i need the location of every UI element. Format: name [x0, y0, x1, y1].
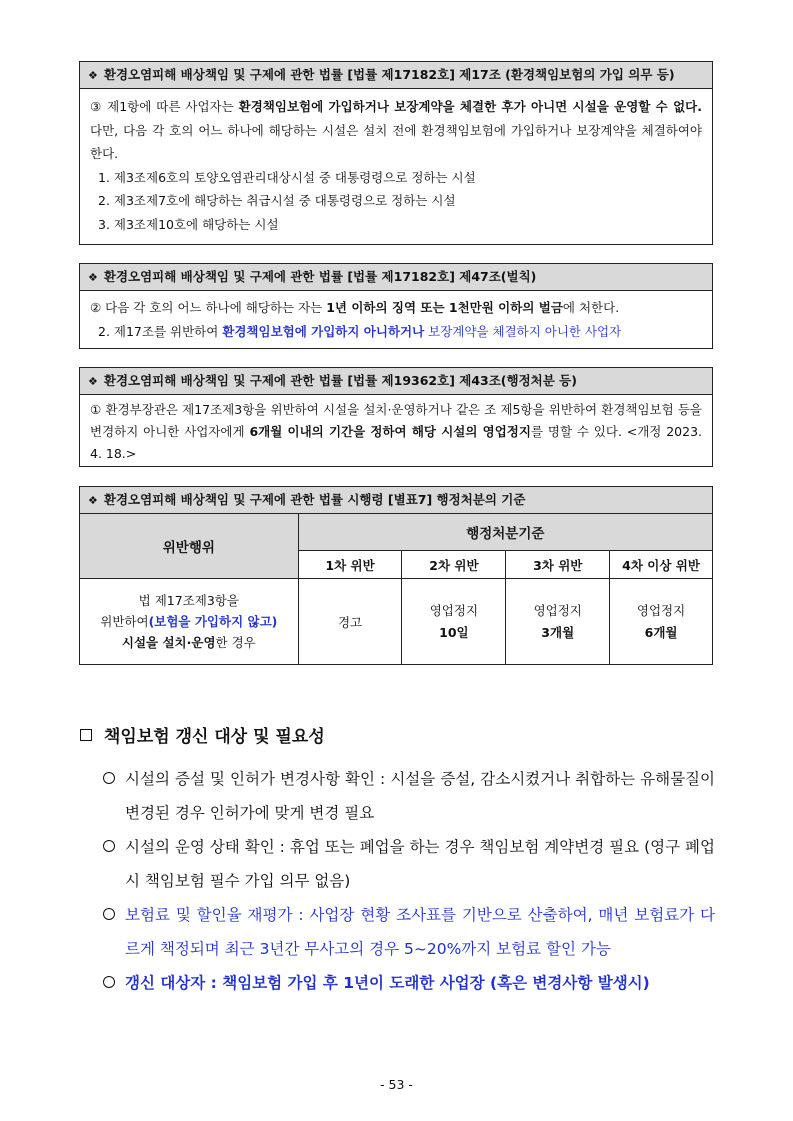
circle-bullet-icon: [103, 840, 115, 852]
law-paragraph: ① 환경부장관은 제17조제3항을 위반하여 시설을 설치·운영하거나 같은 조 제5항을 위반하여 환경책임보험 등을 변경하지 아니한 사업자에게 6개월 이내의 기간을 정하여 해당 시설의 영업정지를 명할 수 있다. <개정 2023. 4. 18.>: [90, 402, 703, 461]
law-item: 2. 제3조제7호에 해당하는 취급시설 중 대통령령으로 정하는 시설: [98, 193, 456, 208]
penalty-cell-4: 영업정지 6개월: [610, 579, 713, 665]
bullet-item: 갱신 대상자 : 책임보험 가입 후 1년이 도래한 사업장 (혹은 변경사항 발생시): [103, 966, 715, 1000]
law-box-article-43: [79, 367, 713, 467]
circle-bullet-icon: [103, 908, 115, 920]
sub-col-header: 3차 위반: [506, 551, 610, 579]
page-number: - 53 -: [380, 1077, 413, 1092]
bullet-item: 시설의 증설 및 인허가 변경사항 확인 : 시설을 증설, 감소시켰거나 취합하는 유해물질이 변경된 경우 인허가에 맞게 변경 필요: [103, 762, 715, 830]
law-box-header: ❖ 환경오염피해 배상책임 및 구제에 관한 법률 [법률 제17182호] 제47조(벌칙): [80, 264, 712, 291]
law-box-article-47: [79, 263, 713, 349]
penalty-cell-3: 영업정지 3개월: [506, 579, 610, 665]
law-item: 3. 제3조제10호에 해당하는 시설: [98, 216, 279, 232]
diamond-bullet-icon: ❖: [88, 271, 98, 284]
law-item: 2. 제17조를 위반하여 환경책임보험에 가입하지 아니하거나 보장계약을 체결하지 아니한 사업자: [98, 323, 622, 339]
law-box-header: ❖ 환경오염피해 배상책임 및 구제에 관한 법률 [법률 제19362호] 제43조(행정처분 등): [80, 368, 712, 395]
col-header-violation: 위반행위: [80, 514, 299, 579]
diamond-bullet-icon: ❖: [88, 69, 98, 82]
law-paragraph: ③ 제1항에 따른 사업자는 환경책임보험에 가입하거나 보장계약을 체결한 후가 아니면 시설을 운영할 수 없다. 다만, 다음 각 호의 어느 하나에 해당하는 시설은 설치 전에 환경책임보험에 가입하거나 보장계약을 체결하여야 한다.: [90, 99, 702, 161]
law-box-header: ❖ 환경오염피해 배상책임 및 구제에 관한 법률 [법률 제17182호] 제17조 (환경책임보험의 가입 의무 등): [80, 62, 712, 89]
penalty-standard-box: [79, 486, 713, 665]
diamond-bullet-icon: ❖: [88, 494, 98, 507]
penalty-cell-1: 경고: [298, 579, 402, 665]
bullet-item: 시설의 운영 상태 확인 : 휴업 또는 폐업을 하는 경우 책임보험 계약변경 필요 (영구 폐업시 책임보험 필수 가입 의무 없음): [103, 830, 715, 898]
law-box-article-17: [79, 61, 713, 245]
circle-bullet-icon: [103, 772, 115, 784]
penalty-table: [79, 513, 713, 665]
section-title: 책임보험 갱신 대상 및 필요성: [80, 722, 325, 747]
law-item: 1. 제3조제6호의 토양오염관리대상시설 중 대통령령으로 정하는 시설: [98, 169, 476, 185]
sub-col-header: 2차 위반: [402, 551, 506, 579]
sub-col-header: 1차 위반: [298, 551, 402, 579]
violation-cell: 법 제17조제3항을 위반하여(보험을 가입하지 않고) 시설을 설치·운영한 경우: [80, 579, 299, 665]
law-paragraph: ② 다음 각 호의 어느 하나에 해당하는 자는 1년 이하의 징역 또는 1천만원 이하의 벌금에 처한다.: [90, 300, 620, 315]
sub-col-header: 4차 이상 위반: [610, 551, 713, 579]
penalty-cell-2: 영업정지 10일: [402, 579, 506, 665]
law-box-header: ❖ 환경오염피해 배상책임 및 구제에 관한 법률 시행령 [별표7] 행정처분의 기준: [80, 487, 712, 513]
col-header-standard: 행정처분기준: [298, 514, 712, 551]
diamond-bullet-icon: ❖: [88, 375, 98, 388]
bullet-item: 보험료 및 할인율 재평가 : 사업장 현황 조사표를 기반으로 산출하여, 매년 보험료가 다르게 책정되며 최근 3년간 무사고의 경우 5~20%까지 보험료 할인 가능: [103, 898, 715, 966]
square-bullet-icon: [80, 729, 92, 741]
circle-bullet-icon: [103, 976, 115, 988]
